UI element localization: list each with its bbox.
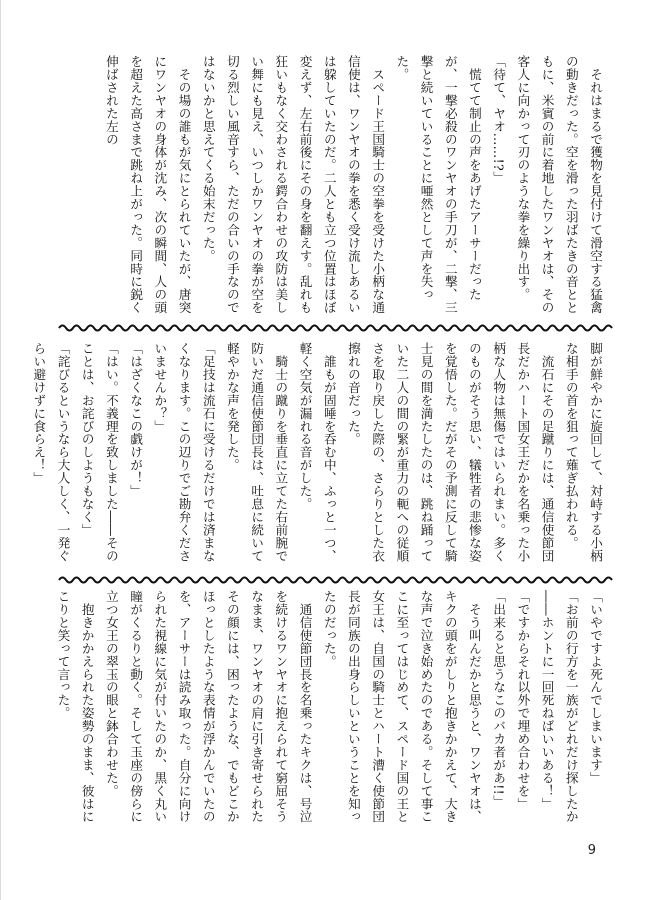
paragraph: 抱きかかえられた姿勢のまま、彼はにこりと笑って言った。	[55, 590, 95, 824]
paragraph: 「詫びるというなら大人しく、一発ぐらい避けずに食らえ！」	[31, 342, 71, 563]
text-section-bottom	[55, 590, 607, 834]
paragraph: スペード王国騎士の空拳を受けた小柄な通信使は、ワンヤオの拳を悉く受け流しあるいは躱していたのだ。二人とも立つ位置はほぼ変えず、左右前後にその身を翻えす。乱れも狂いもなく交わされる鍔合わせの攻防は美しい舞にも見え、いつしかワンヤオの拳が空を切る烈しい風音すら、ただの合いの手なのではないかと思えてくる始末だった。	[200, 55, 386, 314]
paragraph: 「お前の行方を一族がどれだけ探したか――ホントに一回死ねばいいある！」	[539, 590, 579, 824]
paragraph: 「いやですよ死んでしまいます」	[588, 590, 603, 785]
paragraph: 「足技は流石に受けるだけでは済まなくなります。この辺りでご勘弁くださいませんか？」	[152, 342, 216, 563]
paragraph: 「はい。不義理を致しました――そのことは、お詫びのしようもなく」	[79, 342, 119, 563]
paragraph: 「はざくなこの戯けが！」	[128, 342, 144, 498]
paragraph: そう叫んだかと思うと、ワンヤオは、キクの頭をがしりと抱きかかえて、大きな声で泣き始めたのである。そして事ここに至ってはじめて、スペード国の王と女王は、自国の騎士とハート漕く使節団長が同族の出身らしいということを知ったのだった。	[321, 590, 482, 824]
paragraph: 「出来ると思うなこのバカ者があ!!」	[491, 590, 507, 809]
paragraph: 誰もが固唾を呑む中、ふっと一つ、軽く空気が漏れる音がした。	[297, 342, 337, 563]
paragraph: 騎士の蹴りを垂直に立てた右前腕で防いだ通信使節団長は、吐息に続いて軽やかな声を発した。	[224, 342, 289, 563]
paragraph: 流石にその足蹴りには、通信使節団長だかハート国女王だかを名乗った小柄な人物は無傷ではいられまい。多くのものがそう思い、犠牲者の悲惨な姿を覚悟した。だがその予測に反して騎士見の間を満たしたのは、跳ね踊っていた二人の間の緊が重力の軛への従順さを取り戻した際の、さらりとした衣擦れの音だった。	[345, 342, 555, 563]
wavy-divider	[59, 323, 607, 333]
paragraph: 通信使節団長を名乗ったキクは、号泣を続けるワンヤオに抱えられて窮屈そうなまま、ワンヤオの肩に引き寄せられたその顔には、困ったような、でもどこかほっとしたような表情が浮かんでいたのを、アーサーは読み取った。自分に向けられた視線に気が付いたのか、黒く丸い瞳がくるりと動く。そして玉座の傍らに立つ女王の翠玉の眼と鉢合わせた。	[103, 590, 313, 824]
paragraph: 慌てて制止の声をあげたアーサーだったが、一撃必殺のワンヤオの手刀が、二撃、三撃と続いていることに唖然として声を失った。	[394, 55, 482, 314]
paragraph: 「待て、ヤオ……!?」	[491, 55, 507, 185]
wavy-divider	[59, 575, 607, 585]
text-section-top	[59, 55, 607, 317]
page-number: 9	[587, 843, 596, 858]
text-section-middle	[31, 342, 607, 570]
paragraph: それはまるで獲物を見付けて滑空する猛禽の動きだった。空を滑った羽ばたきの音とともに、米賓の前に着地したワンヤオは、その客人に向かって刃のような拳を繰り出す。	[515, 55, 603, 314]
paragraph: 「ですからそれ以外で埋め合わせを」	[515, 590, 531, 811]
paragraph: 脚が鮮やかに旋回して、対峙する小柄な相手の首を狙って薙ぎ払われる。	[563, 342, 603, 563]
paragraph: その場の誰もが気にとられていたが、唐突にワンヤオの身体が沈み、次の瞬間、人の頭を超えた高さまで跳ね上がった。同時に鋭く伸ばされた左の	[103, 55, 192, 314]
